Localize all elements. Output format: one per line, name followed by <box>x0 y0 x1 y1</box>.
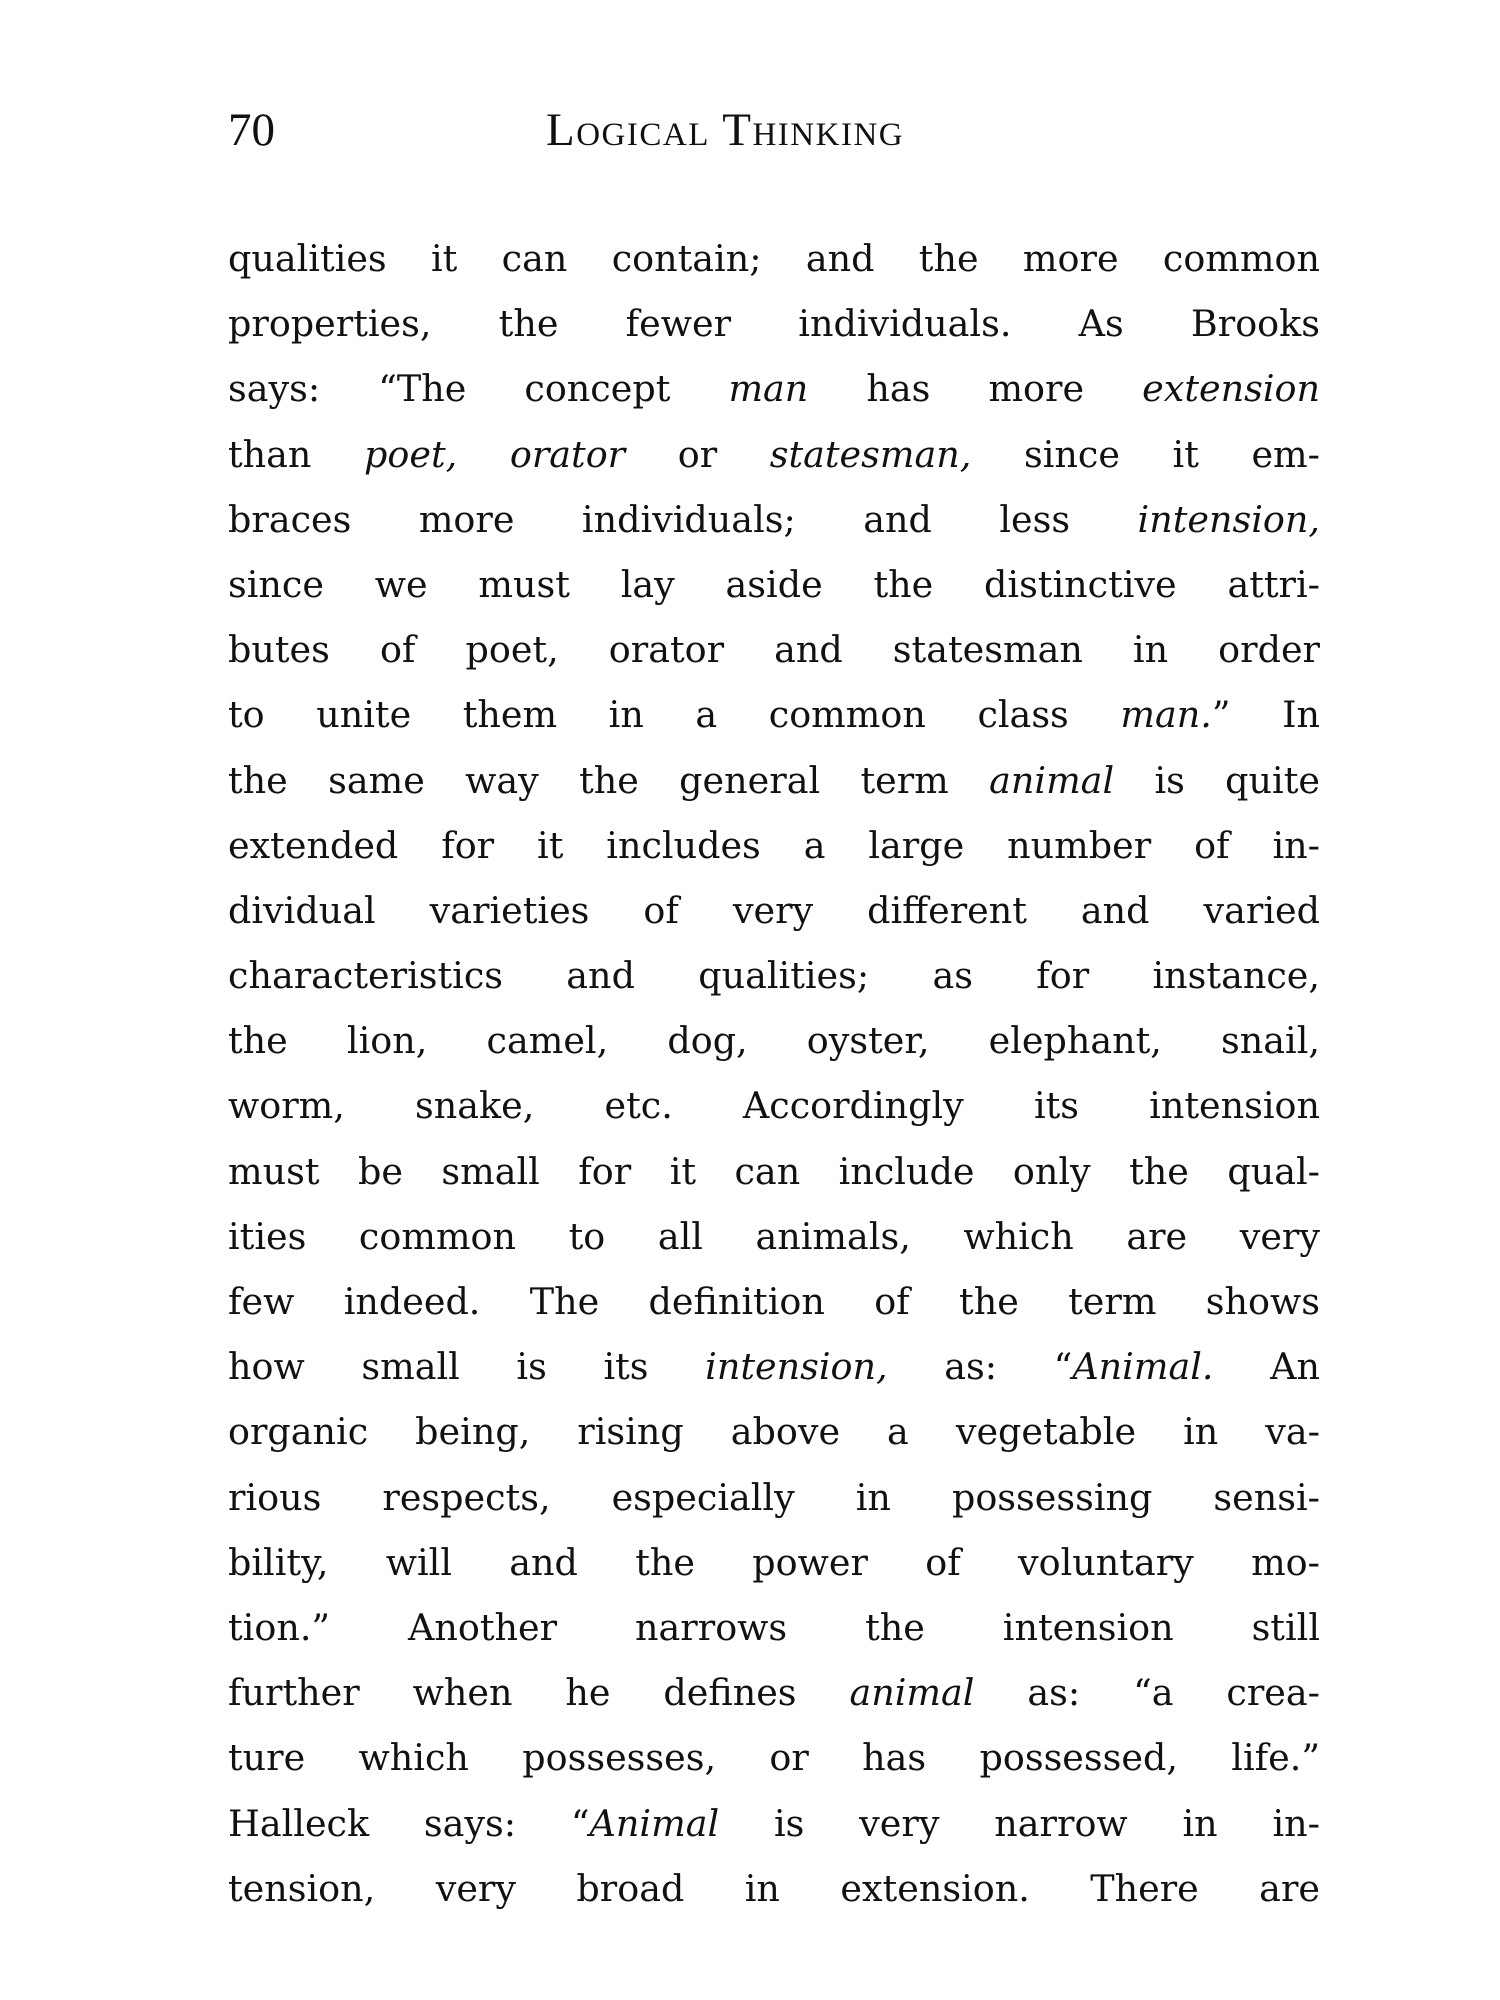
text-run: butes of poet, orator and statesman in order <box>228 628 1320 672</box>
running-title: Logical Thinking <box>546 104 905 156</box>
text-line <box>228 1725 1320 1790</box>
text-line <box>228 617 1320 682</box>
text-run: rious respects, especially in possessing sensi- <box>228 1475 1320 1519</box>
text-run: the lion, camel, dog, oyster, elephant, snail, <box>228 1019 1320 1063</box>
italic-text: intension, <box>1137 497 1320 541</box>
text-line <box>228 487 1320 552</box>
text-run: since we must lay aside the distinctive attri- <box>228 562 1320 606</box>
text-line <box>228 1334 1320 1399</box>
text-line <box>228 1465 1320 1530</box>
text-line <box>228 813 1320 878</box>
text-run: says: “The concept <box>228 367 729 411</box>
page-header <box>228 100 1318 160</box>
text-run: worm, snake, etc. Accordingly its intension <box>228 1084 1320 1128</box>
text-line <box>228 1269 1320 1334</box>
text-run: properties, the fewer individuals. As Brooks <box>228 302 1320 346</box>
text-run: as: “a crea- <box>974 1671 1321 1715</box>
text-line <box>228 1139 1320 1204</box>
italic-text: intension, <box>705 1345 888 1389</box>
text-line <box>228 748 1320 813</box>
text-line <box>228 1008 1320 1073</box>
text-line <box>228 1530 1320 1595</box>
italic-text: man <box>728 367 809 411</box>
text-run: than <box>228 432 365 476</box>
text-line <box>228 1791 1320 1856</box>
italic-text: Animal. <box>1072 1345 1214 1389</box>
text-run: qualities it can contain; and the more common <box>228 237 1320 280</box>
text-line <box>228 1595 1320 1660</box>
text-run: further when he defines <box>228 1671 850 1715</box>
text-run: ” In <box>1211 693 1320 737</box>
text-line <box>228 943 1320 1008</box>
italic-text: Animal <box>589 1801 720 1845</box>
text-run: to unite them in a common class <box>228 693 1121 737</box>
text-run: ture which possesses, or has possessed, life.” <box>228 1736 1320 1780</box>
text-run: tion.” Another narrows the intension still <box>228 1605 1320 1649</box>
text-run: Halleck says: “ <box>228 1801 590 1845</box>
text-line <box>228 1399 1320 1464</box>
text-line <box>228 1660 1320 1725</box>
text-line <box>228 1856 1320 1921</box>
text-run: braces more individuals; and less <box>228 497 1138 541</box>
italic-text: animal <box>989 758 1115 802</box>
italic-text: poet, orator <box>364 432 626 476</box>
text-line <box>228 226 1320 291</box>
text-run: ities common to all animals, which are very <box>228 1214 1320 1258</box>
text-run: has more <box>808 367 1143 411</box>
text-run: must be small for it can include only the qual- <box>228 1149 1320 1193</box>
text-run: tension, very broad in extension. There are <box>228 1866 1320 1910</box>
text-run: bility, will and the power of voluntary mo- <box>228 1540 1320 1584</box>
text-line <box>228 422 1320 487</box>
text-line <box>228 356 1320 421</box>
text-run: organic being, rising above a vegetable in va- <box>228 1410 1320 1454</box>
italic-text: man. <box>1120 693 1212 737</box>
text-run: since it em- <box>971 432 1320 476</box>
text-run: or <box>625 432 770 476</box>
italic-text: extension <box>1142 367 1320 411</box>
italic-text: animal <box>849 1671 975 1715</box>
text-line <box>228 1073 1320 1138</box>
page-number: 70 <box>228 104 275 156</box>
text-line <box>228 878 1320 943</box>
body-paragraph <box>228 226 1320 1921</box>
text-run: as: “ <box>887 1345 1073 1389</box>
text-run: characteristics and qualities; as for instance, <box>228 954 1320 998</box>
text-run: how small is its <box>228 1345 706 1389</box>
text-run: few indeed. The definition of the term shows <box>228 1280 1320 1323</box>
italic-text: statesman, <box>769 432 972 476</box>
text-run: is very narrow in in- <box>719 1801 1320 1845</box>
text-run: dividual varieties of very different and varied <box>228 888 1320 932</box>
text-run: extended for it includes a large number of in- <box>228 823 1320 867</box>
text-run: the same way the general term <box>228 758 990 802</box>
text-run: An <box>1213 1345 1321 1389</box>
text-line <box>228 552 1320 617</box>
text-line <box>228 682 1320 747</box>
text-run: is quite <box>1114 758 1320 802</box>
text-line <box>228 291 1320 356</box>
text-line <box>228 1204 1320 1269</box>
